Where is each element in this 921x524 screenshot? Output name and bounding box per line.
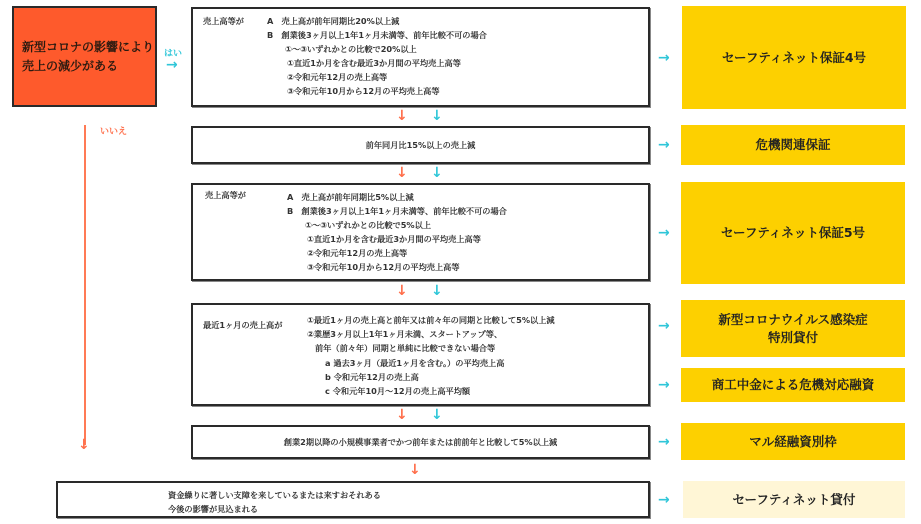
condition-box-safety-loan: [56, 481, 650, 518]
condition-line: ①直近1か月を含む最近3か月間の平均売上高等: [307, 234, 481, 244]
condition-line: c 令和元年10月〜12月の売上高平均額: [325, 386, 471, 396]
arrow-right-icon: →: [658, 50, 670, 66]
condition-box-crisis: [191, 126, 650, 164]
condition-line: ①〜③いずれかとの比較で5%以上: [305, 220, 432, 230]
condition-line: 資金繰りに著しい支障を来しているまたは来すおそれある: [168, 490, 381, 500]
start-line-2: 売上の減少がある: [22, 58, 119, 73]
arrow-down-icon: ↓: [396, 283, 408, 299]
result-label-line-2: 特別貸付: [767, 329, 818, 345]
result-label: 商工中金による危機対応融資: [711, 377, 875, 392]
result-label: セーフティネット保証5号: [720, 225, 866, 240]
condition-line: ③令和元年10月から12月の平均売上高等: [307, 262, 460, 272]
condition-line: ①〜③いずれかとの比較で20%以上: [285, 44, 417, 54]
condition-lead: 売上高等が: [203, 16, 244, 26]
arrow-right-icon: →: [166, 57, 178, 73]
arrow-right-icon: →: [658, 377, 670, 393]
condition-line: b 令和元年12月の売上高: [325, 372, 419, 382]
result-label: セーフティネット貸付: [732, 491, 856, 507]
arrow-down-icon: ↓: [396, 165, 408, 181]
condition-text: 前年同月比15%以上の売上減: [365, 139, 476, 150]
condition-line: ①最近1ヶ月の売上高と前年又は前々年の同期と比較して5%以上減: [307, 315, 555, 325]
condition-line: ③令和元年10月から12月の平均売上高等: [287, 86, 440, 96]
condition-line: 前年（前々年）同期と単純に比較できない場合等: [315, 343, 496, 353]
arrow-down-icon: ↓: [431, 407, 443, 423]
arrow-down-icon: ↓: [431, 165, 443, 181]
arrow-down-icon: ↓: [431, 283, 443, 299]
arrow-down-icon: ↓: [396, 108, 408, 124]
arrow-right-icon: →: [658, 225, 670, 241]
arrow-right-icon: →: [658, 137, 670, 153]
result-safety-net-5[interactable]: [681, 182, 905, 284]
condition-text: 創業2期以降の小規模事業者でかつ前年または前前年と比較して5%以上減: [283, 436, 558, 447]
result-label: 危機関連保証: [755, 137, 831, 152]
arrow-right-icon: →: [658, 434, 670, 450]
condition-line: A 売上高が前年同期比5%以上減: [287, 192, 414, 202]
arrow-down-icon: ↓: [396, 407, 408, 423]
condition-box-sn4: [191, 7, 650, 107]
result-label: セーフティネット保証4号: [721, 49, 867, 65]
no-path-line: [84, 125, 86, 445]
result-label-line-1: 新型コロナウイルス感染症: [718, 311, 868, 327]
condition-line: B 創業後3ヶ月以上1年1ヶ月未満等、前年比較不可の場合: [267, 30, 487, 40]
condition-box-corona-loan: [191, 303, 650, 406]
arrow-down-icon: ↓: [409, 462, 421, 478]
result-maru-kei-loan[interactable]: [681, 423, 905, 460]
condition-line: ②業歴3ヶ月以上1年1ヶ月未満、スタートアップ等、: [307, 329, 503, 339]
condition-lead: 最近1ヶ月の売上高が: [203, 320, 283, 330]
condition-box-maru: [191, 425, 650, 459]
yes-label: はい: [164, 49, 183, 59]
result-shoko-chukin-crisis-loan[interactable]: [681, 368, 905, 402]
arrow-right-icon: →: [658, 318, 670, 334]
condition-line: ②令和元年12月の売上高等: [307, 248, 408, 258]
result-crisis-guarantee[interactable]: [681, 125, 905, 165]
condition-line: a 過去3ヶ月（最近1ヶ月を含む。）の平均売上高: [325, 358, 505, 368]
arrow-down-icon: ↓: [78, 437, 90, 453]
condition-lead: 売上高等が: [205, 190, 246, 200]
condition-box-sn5: [191, 183, 650, 281]
result-label: マル経融資別枠: [749, 433, 837, 449]
result-safety-net-4[interactable]: [682, 6, 906, 109]
result-corona-special-loan[interactable]: [681, 300, 905, 357]
condition-line: ②令和元年12月の売上高等: [287, 72, 388, 82]
start-question-box: [12, 6, 157, 107]
condition-line: ①直近1か月を含む最近3か月間の平均売上高等: [287, 58, 461, 68]
condition-line: 今後の影響が見込まれる: [168, 504, 259, 514]
no-label: いいえ: [100, 127, 128, 137]
start-line-1: 新型コロナの影響により: [22, 39, 155, 54]
result-safety-net-loan[interactable]: [683, 481, 905, 518]
condition-line: A 売上高が前年同期比20%以上減: [267, 16, 400, 26]
arrow-right-icon: →: [658, 492, 670, 508]
arrow-down-icon: ↓: [431, 108, 443, 124]
condition-line: B 創業後3ヶ月以上1年1ヶ月未満等、前年比較不可の場合: [287, 206, 507, 216]
